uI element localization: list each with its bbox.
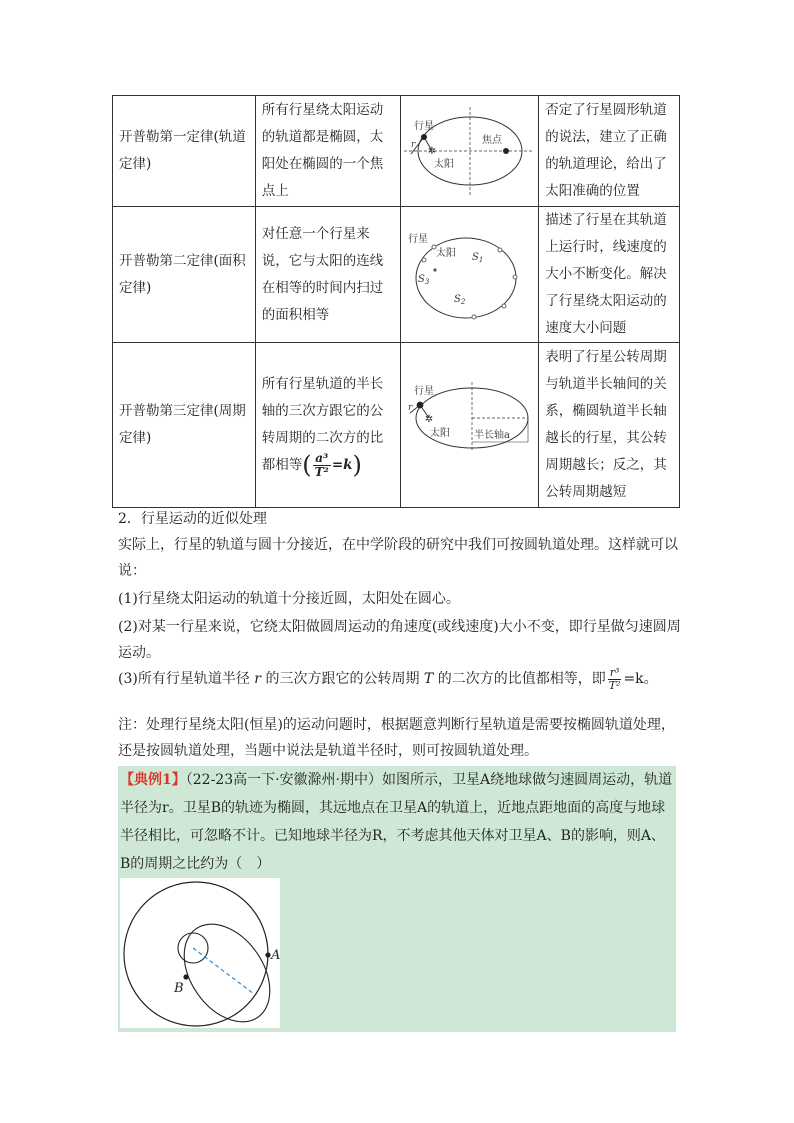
sun-label: 太阳 xyxy=(434,159,455,170)
paragraph-item-3: (3)所有行星轨道半径 r 的三次方跟它的公转周期 T 的二次方的比值都相等，即 $\frac{\text{r³}}{\text{T²}}$ =k。 xyxy=(118,665,658,692)
example-box xyxy=(118,766,676,1032)
satellite-b-label: B xyxy=(174,981,184,996)
law-significance-cell: 否定了行星圆形轨道的说法，建立了正确的轨道理论，给出了太阳准确的位置 xyxy=(539,96,680,207)
example-text: 【典例1】（22-23高一下·安徽滁州·期中）如图所示，卫星A绕地球做匀速圆周运动，轨道半径为r。卫星B的轨迹为椭圆，其远地点在卫星A的轨道上，近地点距地面的高度与地球半径相比，可忽略不计。已知地球半径为R，不考虑其他天体对卫星A、B的影响，则A、B的周期之比约为（ ） xyxy=(120,772,673,872)
orbit-diagram xyxy=(120,878,280,1028)
law-content-text: 所有行星轨道的半长轴的三次方跟它的公转周期的二次方的比都相等 xyxy=(261,376,384,473)
law-significance-cell: 描述了行星在其轨道上运行时，线速度的大小不断变化。解决了行星绕太阳运动的速度大小问题 xyxy=(539,207,680,343)
area-s3-sub: 3 xyxy=(425,277,430,286)
area-s2-label: S xyxy=(454,293,462,305)
law-content-cell: 所有行星轨道的半长轴的三次方跟它的公转周期的二次方的比都相等( $\frac{\text{a³}}{\text{T²}}$ =k) xyxy=(255,343,400,508)
area-s1-sub: 1 xyxy=(479,255,484,264)
svg-text:S3 xyxy=(418,274,430,286)
law-figure-cell xyxy=(400,207,539,343)
svg-text:S1 xyxy=(472,252,483,264)
radius-label: r xyxy=(411,140,416,150)
paragraph-note: 注：处理行星绕太阳(恒星)的运动问题时，根据题意判断行星轨道是需要按椭圆轨道处理，还是按圆轨道处理，当题中说法是轨道半径时，则可按圆轨道处理。 xyxy=(118,717,675,759)
law-significance-cell: 表明了行星公转周期与轨道半长轴间的关系，椭圆轨道半长轴越长的行星，其公转周期越长；反之，其公转周期越短 xyxy=(539,343,680,508)
svg-text:✲: ✲ xyxy=(425,414,434,425)
third-law-diagram xyxy=(404,380,534,470)
ratio-formula: $\frac{\text{r³}}{\text{T²}}$ xyxy=(608,665,621,692)
paragraph-intro: 实际上，行星的轨道与圆十分接近，在中学阶段的研究中我们可按圆轨道处理。这样就可以说： xyxy=(118,537,678,579)
table-row xyxy=(113,343,680,508)
law-figure-cell xyxy=(400,343,539,508)
kepler-ratio-formula: $\frac{\text{a³}}{\text{T²}}$ xyxy=(314,451,329,479)
sun-label: 太阳 xyxy=(430,428,451,439)
area-s2-sub: 2 xyxy=(461,297,466,306)
table-row xyxy=(113,96,680,207)
example-figure xyxy=(120,878,280,1028)
law-name-cell: 开普勒第一定律(轨道定律) xyxy=(113,96,256,207)
law-figure-cell xyxy=(400,96,539,207)
law-name-cell: 开普勒第三定律(周期定律) xyxy=(113,343,256,508)
planet-label: 行星 xyxy=(408,233,429,245)
example-tag: 【典例1】 xyxy=(120,772,186,788)
paragraph-item-1: (1)行星绕太阳运动的轨道十分接近圆，太阳处在圆心。 xyxy=(118,591,460,607)
paragraph-item-2: (2)对某一行星来说，它绕太阳做圆周运动的角速度(或线速度)大小不变，即行星做匀速圆周运动。 xyxy=(118,619,681,661)
first-law-diagram xyxy=(404,101,534,201)
semi-axis-label: 半长轴a xyxy=(474,430,511,441)
law-name-cell: 开普勒第二定律(面积定律) xyxy=(113,207,256,343)
area-s1-label: S xyxy=(472,251,480,263)
radius-label: r xyxy=(408,403,413,413)
law-content-cell: 所有行星绕太阳运动的轨道都是椭圆，太阳处在椭圆的一个焦点上 xyxy=(255,96,400,207)
planet-label: 行星 xyxy=(414,121,435,132)
focus-label: 焦点 xyxy=(482,135,503,146)
section-heading: 2．行星运动的近似处理 xyxy=(118,511,267,527)
table-row xyxy=(113,207,680,343)
sun-label: 太阳 xyxy=(436,247,457,259)
kepler-laws-table xyxy=(112,95,680,508)
planet-label: 行星 xyxy=(414,386,435,397)
area-s3-label: S xyxy=(418,273,426,285)
svg-text:✲: ✲ xyxy=(428,146,437,157)
svg-text:S2 xyxy=(454,294,466,306)
second-law-diagram xyxy=(404,220,534,330)
satellite-a-label: A xyxy=(271,948,280,963)
law-content-cell: 对任意一个行星来说，它与太阳的连线在相等的时间内扫过的面积相等 xyxy=(255,207,400,343)
